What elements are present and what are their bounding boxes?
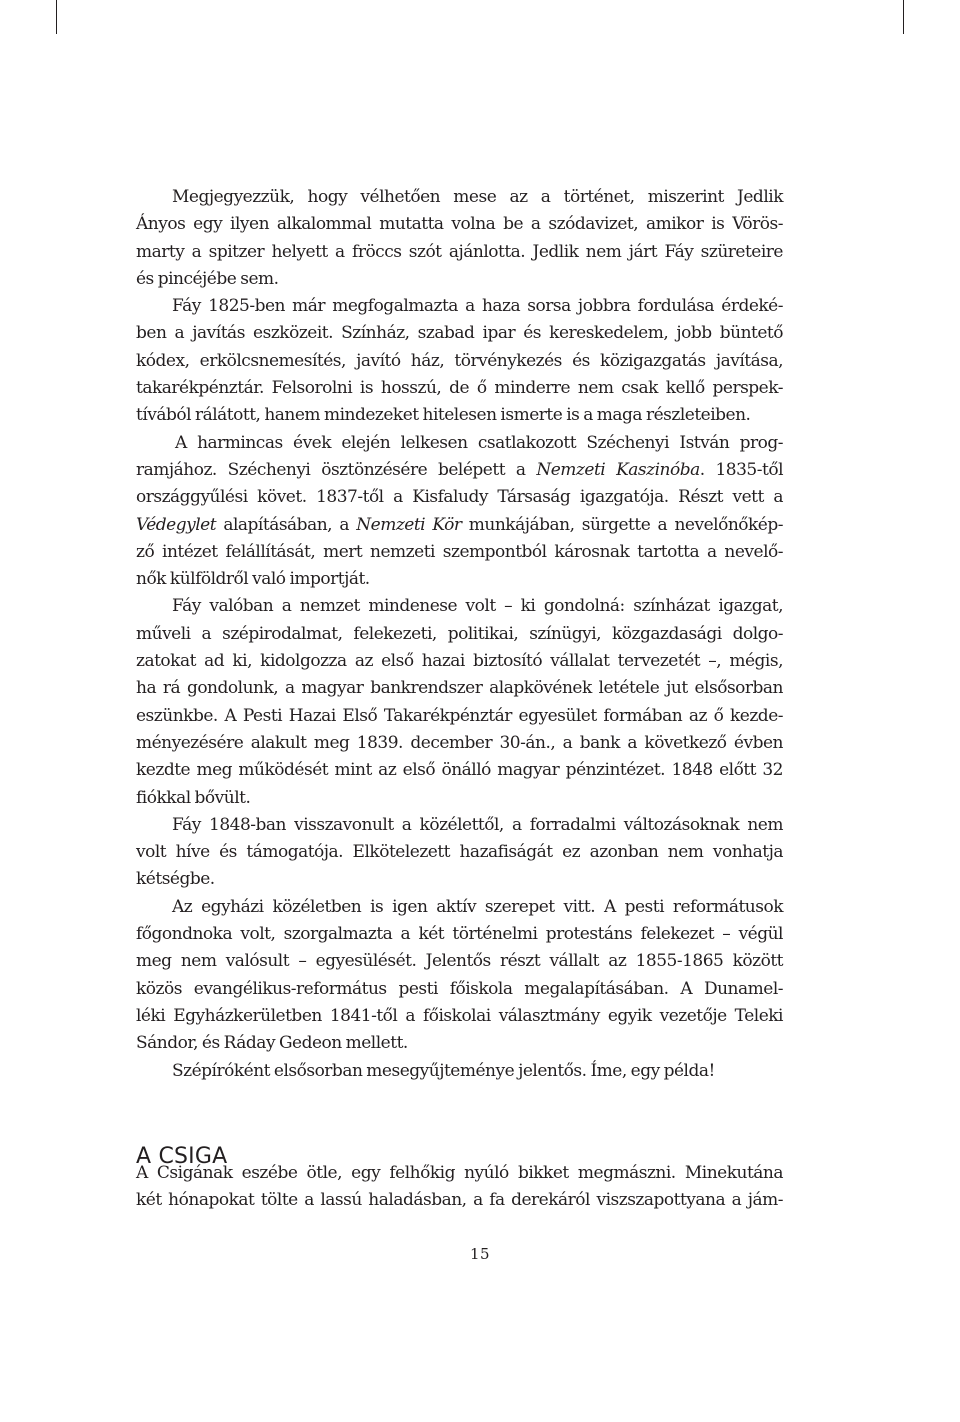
body_lines-line	[136, 839, 783, 866]
body_lines-line	[136, 320, 783, 347]
body_lines-line	[136, 348, 783, 375]
text-run: kódex, erkölcsnemesítés, javító ház, törvénykezés és közigazgatás javítása,	[136, 350, 783, 371]
body_lines-line	[136, 921, 783, 948]
body_lines-line	[136, 430, 783, 457]
body_lines-line	[136, 402, 783, 429]
body_lines-line	[136, 866, 783, 893]
body_lines-line	[136, 184, 783, 211]
body_lines-line	[136, 484, 783, 511]
text-run: meg nem valósult – egyesülését. Jelentős részt vállalt az 1855-1865 között	[136, 951, 783, 972]
text-run: Megjegyezzük, hogy vélhetően mese az a történet, miszerint Jedlik	[172, 187, 783, 207]
text-run: közös evangélikus-református pesti főiskola megalapításában. A Dunamel-	[136, 978, 783, 999]
italic-title: Nemzeti Kaszinóba	[536, 459, 700, 480]
text-run: A harmincas évek elején lelkesen csatlakozott Széchenyi István prog-	[175, 432, 783, 453]
body_lines-line	[136, 211, 783, 238]
body_lines-line	[136, 894, 783, 921]
text-run: munkájában, sürgette a nevelőnőkép-	[461, 514, 783, 535]
section-heading: A CSIGA	[136, 1144, 228, 1170]
text-run: eszünkbe. A Pesti Hazai Első Takarékpénztár egyesület formában az ő kezde-	[136, 705, 783, 726]
body_lines-line	[136, 375, 783, 402]
text-run: két hónapokat tölte a lassú haladásban, a fa derekáról viszszapottyana a jám-	[136, 1190, 783, 1211]
body_lines-line	[136, 621, 783, 648]
text-run: takarékpénztár. Felsorolni is hosszú, de ő minderre nem csak kellő perspek-	[136, 378, 783, 399]
text-run: Sándor, és Ráday Gedeon mellett.	[136, 1033, 408, 1054]
text-run: . 1835-től	[699, 459, 783, 480]
body_lines-line	[136, 812, 783, 839]
body_lines-line	[136, 457, 783, 484]
body_lines-line	[136, 566, 783, 593]
text-run: Az egyházi közéletben is igen aktív szerepet vitt. A pesti reformátusok	[172, 896, 783, 917]
text-run: Fáy 1825-ben már megfogalmazta a haza sorsa jobbra fordulása érdeké-	[172, 296, 783, 317]
crop-mark-right	[903, 0, 904, 34]
body_lines-line	[136, 976, 783, 1003]
body_lines-line	[136, 703, 783, 730]
text-run: fiókkal bővült.	[136, 787, 251, 808]
text-run: Fáy valóban a nemzet mindenese volt – ki gondolná: színházat igazgat,	[172, 596, 783, 617]
body_lines-line	[136, 539, 783, 566]
text-run: nők külföldről való importját.	[136, 569, 370, 590]
text-run: tívából rálátott, hanem mindezeket hitelesen ismerte is a maga részleteiben.	[136, 405, 751, 426]
text-run: zatokat ad ki, kidolgozza az első hazai biztosító vállalat tervezetét –, mégis,	[136, 651, 783, 672]
text-run: ramjához. Széchenyi ösztönzésére belépett a	[136, 459, 537, 480]
text-run: marty a spitzer helyett a fröccs szót ajánlotta. Jedlik nem járt Fáy szüreteire	[136, 241, 783, 262]
text-run: műveli a szépirodalmat, felekezeti, politikai, színügyi, közgazdasági dolgo-	[136, 623, 783, 644]
story_lines-line	[136, 1160, 783, 1187]
italic-title: Nemzeti Kör	[356, 514, 462, 535]
crop-mark-left	[56, 0, 57, 34]
body_lines-line	[136, 293, 783, 320]
body_lines-line	[136, 1030, 783, 1057]
text-run: ző intézet felállítását, mert nemzeti szempontból károsnak tartotta a nevelő-	[136, 541, 783, 562]
text-run: és pincéjébe sem.	[136, 268, 279, 289]
text-run: Szépíróként elsősorban mesegyűjteménye jelentős. Íme, egy példa!	[172, 1060, 715, 1081]
text-run: A Csigának eszébe ötle, egy felhőkig nyúló bikket megmászni. Minekutána	[136, 1163, 783, 1183]
text-run: alapításában, a	[216, 514, 357, 535]
body_lines-line	[136, 948, 783, 975]
body_lines-line	[136, 675, 783, 702]
text-run: Fáy 1848-ban visszavonult a közélettől, a forradalmi változásoknak nem	[172, 814, 783, 835]
body_lines-line	[136, 266, 783, 293]
body_lines-line	[136, 239, 783, 266]
text-run: kezdte meg működését mint az első önálló magyar pénzintézet. 1848 előtt 32	[136, 760, 783, 781]
text-run: ben a javítás eszközeit. Színház, szabad ipar és kereskedelem, jobb büntető	[136, 323, 783, 344]
text-run: ha rá gondolunk, a magyar bankrendszer alapkövének letétele jut elsősorban	[136, 678, 783, 699]
body-text	[136, 184, 783, 1085]
story-text	[136, 1160, 783, 1215]
text-run: Ányos egy ilyen alkalommal mutatta volna be a szódavizet, amikor is Vörös-	[136, 214, 783, 235]
body_lines-line	[136, 593, 783, 620]
text-run: kétségbe.	[136, 869, 215, 890]
text-run: főgondnoka volt, szorgalmazta a két történelmi protestáns felekezet – végül	[136, 924, 783, 945]
body_lines-line	[136, 1058, 783, 1085]
page-number: 15	[469, 1245, 491, 1263]
text-run: országgyűlési követ. 1837-től a Kisfaludy Társaság igazgatója. Részt vett a	[136, 487, 783, 508]
text-run: volt híve és támogatója. Elkötelezett hazafiságát ez azonban nem vonhatja	[136, 842, 783, 863]
text-run: léki Egyházkerületben 1841-től a főiskolai választmány egyik vezetője Teleki	[136, 1005, 783, 1026]
body_lines-line	[136, 1003, 783, 1030]
italic-title: Védegylet	[136, 514, 217, 535]
body_lines-line	[136, 730, 783, 757]
body_lines-line	[136, 512, 783, 539]
story_lines-line	[136, 1187, 783, 1214]
body_lines-line	[136, 648, 783, 675]
body_lines-line	[136, 785, 783, 812]
body_lines-line	[136, 757, 783, 784]
text-run: ményezésére alakult meg 1839. december 30-án., a bank a következő évben	[136, 732, 783, 753]
